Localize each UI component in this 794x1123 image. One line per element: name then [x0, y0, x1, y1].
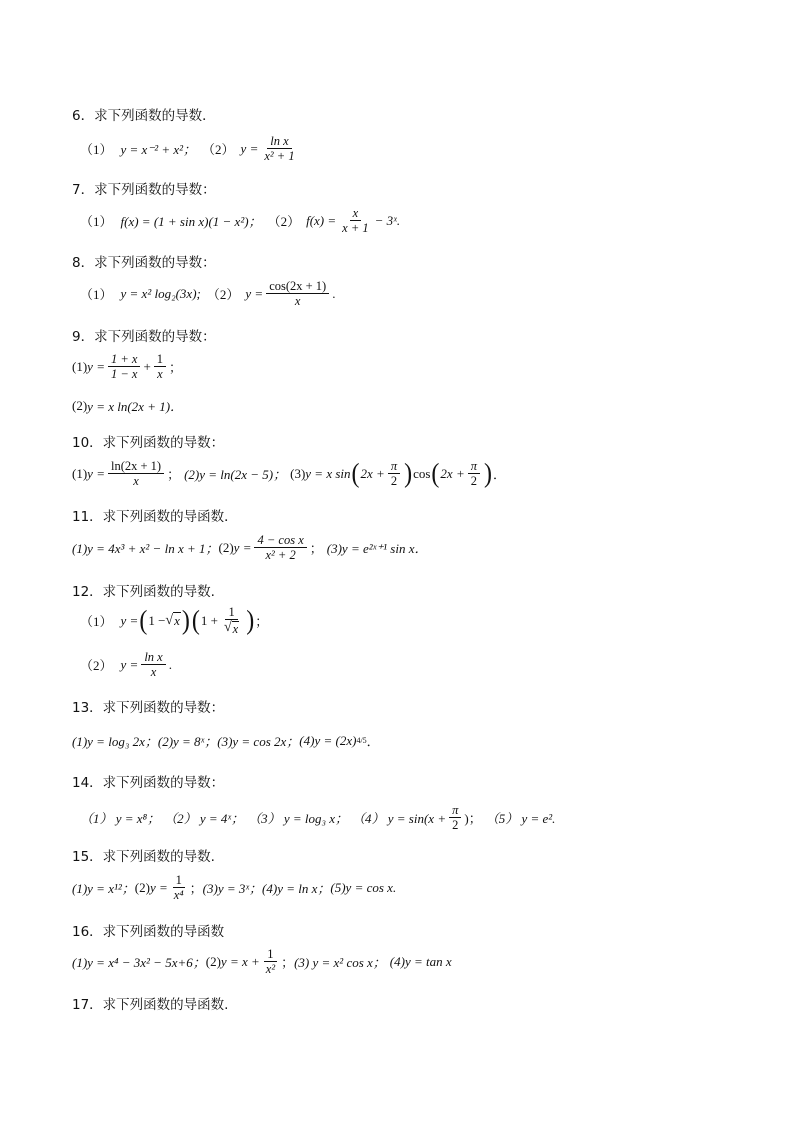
denominator: x²: [265, 962, 276, 977]
formula-part: 1 +: [200, 612, 218, 628]
left-paren: (: [191, 605, 200, 636]
question-13-title: 13．求下列函数的导数：: [72, 700, 225, 716]
part-label: （2）: [206, 287, 240, 303]
numerator: 1: [225, 605, 237, 620]
question-14-formulas: [80, 803, 555, 833]
question-11-title: 11．求下列函数的导函数．: [72, 509, 238, 525]
question-7-formulas: [80, 206, 400, 236]
question-9-formula-1: [72, 352, 182, 382]
formula-tail: ．: [366, 734, 380, 749]
formula-lhs: y =: [240, 140, 259, 156]
denominator: 2: [452, 818, 459, 833]
formula-tail: − 3ˣ.: [374, 212, 401, 228]
question-17-title: 17．求下列函数的导函数.: [72, 997, 229, 1013]
formula-tail: ；: [281, 955, 295, 971]
formula-lhs: y = x +: [220, 953, 260, 969]
formula-16-4: (4)y = tan x: [389, 953, 452, 969]
question-10-formulas: [72, 459, 506, 489]
numerator: 4 − cos x: [254, 533, 306, 548]
part-label: (1): [72, 358, 88, 374]
exponent: 4/5: [356, 736, 367, 745]
fraction: [339, 206, 371, 236]
part-label: (2): [218, 539, 234, 555]
formula-tail: .: [168, 656, 172, 672]
formula-lhs: y =: [87, 358, 105, 374]
formula-15-4: (4)y = ln x；: [262, 881, 331, 897]
formula-tail: ．: [492, 467, 506, 483]
plus-sign: +: [143, 358, 151, 374]
fraction: [468, 459, 480, 489]
part-label: (2): [72, 397, 88, 413]
radicand: x: [232, 622, 239, 637]
question-10-title: 10．求下列函数的导数：: [72, 435, 225, 451]
numerator: 1: [154, 352, 166, 367]
question-12-formula-2: [80, 650, 172, 680]
formula-part: 2x +: [440, 465, 465, 481]
denominator: x⁴: [173, 888, 184, 903]
formula-11-1: (1)y = 4x³ + x² − ln x + 1；: [72, 541, 219, 557]
denominator: x² + 1: [264, 149, 295, 164]
question-8-formulas: [80, 279, 335, 309]
formula-part: 1 −: [148, 612, 166, 628]
question-13-formulas: [72, 731, 380, 750]
question-12-title: 12．求下列函数的导数.: [72, 584, 215, 600]
question-7-title: 7．求下列函数的导数：: [72, 182, 216, 198]
radicand: x: [174, 613, 180, 629]
question-16-title: 16．求下列函数的导函数: [72, 924, 225, 940]
formula-14-4: （4） y = sin(x +: [352, 811, 447, 827]
numerator: π: [468, 459, 480, 474]
question-15-formulas: [72, 873, 396, 903]
formula-9-2: y = x ln(2x + 1)．: [87, 399, 184, 414]
denominator-root: √ x: [223, 620, 239, 637]
fraction: [254, 533, 306, 563]
numerator: π: [449, 803, 461, 818]
fraction: [266, 279, 329, 309]
numerator: cos(2x + 1): [266, 279, 329, 294]
formula-6-1: y = x⁻² + x²；: [120, 142, 197, 158]
formula-15-5: (5)y = cos x.: [330, 879, 397, 895]
numerator: ln x: [141, 650, 165, 665]
question-14-title: 14．求下列函数的导数：: [72, 775, 225, 791]
formula-13-1: (1)y = log₃ 2x；: [72, 734, 158, 749]
formula-11-3: (3)y = e²ˣ⁺¹ sin x．: [326, 541, 428, 557]
formula-lhs: f(x) =: [306, 212, 337, 228]
formula-13-3: (3)y = cos 2x；: [217, 734, 300, 749]
part-label: （1）: [80, 614, 113, 630]
formula-10-2: (2)y = ln(2x − 5)；: [184, 467, 287, 483]
fraction: [263, 947, 278, 977]
part-label: （1）: [80, 214, 113, 230]
numerator: π: [388, 459, 400, 474]
fraction: [449, 803, 461, 833]
formula-14-1: （1） y = x⁸；: [80, 811, 161, 827]
denominator: x² + 2: [265, 548, 296, 563]
question-16-formulas: [72, 947, 452, 977]
denominator: x + 1: [342, 221, 369, 236]
part-label: (2): [134, 879, 150, 895]
denominator: x: [150, 665, 157, 680]
numerator: ln(2x + 1): [108, 459, 164, 474]
question-6-formulas: [80, 134, 301, 164]
part-label: （1）: [80, 142, 113, 158]
part-label: (2): [205, 953, 221, 969]
formula-lhs: y =: [120, 656, 139, 672]
question-9-formula-2: [72, 396, 183, 415]
fraction: [221, 605, 242, 636]
part-label: （2）: [202, 142, 235, 158]
formula-8-1: y = x² log₂(3x);: [120, 285, 201, 301]
formula-part: 2x +: [360, 465, 385, 481]
fraction: [261, 134, 297, 164]
left-paren: (: [431, 458, 440, 489]
formula-tail: ；: [189, 881, 203, 897]
fraction: [154, 352, 166, 382]
numerator: ln x: [267, 134, 291, 149]
question-8-title: 8．求下列函数的导数：: [72, 255, 216, 271]
denominator: 1 − x: [110, 367, 138, 382]
part-label: (1): [72, 465, 88, 481]
right-paren: ): [246, 605, 255, 636]
formula-15-1: (1)y = x¹²；: [72, 881, 135, 897]
denominator: x: [133, 474, 139, 489]
denominator: x: [157, 367, 163, 382]
formula-lhs: y =: [120, 612, 139, 628]
question-11-formulas: [72, 533, 428, 563]
formula-tail: ；: [309, 541, 323, 557]
question-6-title: 6．求下列函数的导数．: [72, 108, 216, 124]
formula-tail: )；: [464, 811, 482, 827]
numerator: x: [350, 206, 362, 221]
numerator: 1 + x: [108, 352, 140, 367]
part-label: (3): [290, 465, 306, 481]
formula-14-3: （3） y = log₃ x；: [248, 811, 349, 827]
formula-lhs: y =: [245, 285, 264, 301]
part-label: （2）: [80, 658, 113, 674]
formula-lhs: y =: [87, 465, 105, 481]
right-paren: ): [404, 458, 413, 489]
formula-15-3: (3)y = 3ˣ；: [202, 881, 263, 897]
fraction: [108, 352, 140, 382]
formula-14-2: （2） y = 4ˣ；: [164, 811, 245, 827]
fraction: [108, 459, 164, 489]
denominator: x: [294, 294, 301, 309]
formula-tail: ；: [255, 614, 269, 630]
question-12-formula-1: [80, 605, 268, 636]
formula-lhs: y =: [149, 879, 168, 895]
denominator: 2: [470, 474, 477, 489]
fraction: [171, 873, 187, 903]
left-paren: (: [139, 605, 148, 636]
part-label: （2）: [267, 214, 301, 230]
question-15-title: 15．求下列函数的导数.: [72, 849, 215, 865]
denominator: 2: [390, 474, 398, 489]
formula-part: cos: [413, 465, 431, 481]
formula-tail: .: [332, 285, 336, 301]
square-root: √ x: [165, 613, 180, 629]
formula-tail: ；: [167, 467, 181, 483]
formula-7-1: f(x) = (1 + sin x)(1 − x²)；: [120, 214, 262, 230]
numerator: 1: [173, 873, 185, 888]
formula-lhs: y =: [233, 539, 252, 555]
left-paren: (: [351, 458, 360, 489]
formula-14-5: （5） y = e².: [485, 811, 556, 827]
formula-13-4: (4)y = (2x): [299, 732, 357, 748]
right-paren: ): [483, 458, 492, 489]
formula-16-1: (1)y = x⁴ − 3x² − 5x+6；: [72, 955, 206, 971]
fraction: [388, 459, 400, 489]
question-9-title: 9．求下列函数的导数：: [72, 329, 216, 345]
formula-16-3: (3) y = x² cos x；: [294, 955, 386, 971]
numerator: 1: [264, 947, 276, 962]
formula-part: y = x sin: [305, 465, 351, 481]
formula-tail: ；: [169, 360, 183, 376]
part-label: （1）: [80, 287, 113, 303]
right-paren: ): [181, 605, 190, 636]
formula-13-2: (2)y = 8ˣ；: [157, 734, 218, 749]
fraction: [141, 650, 165, 680]
